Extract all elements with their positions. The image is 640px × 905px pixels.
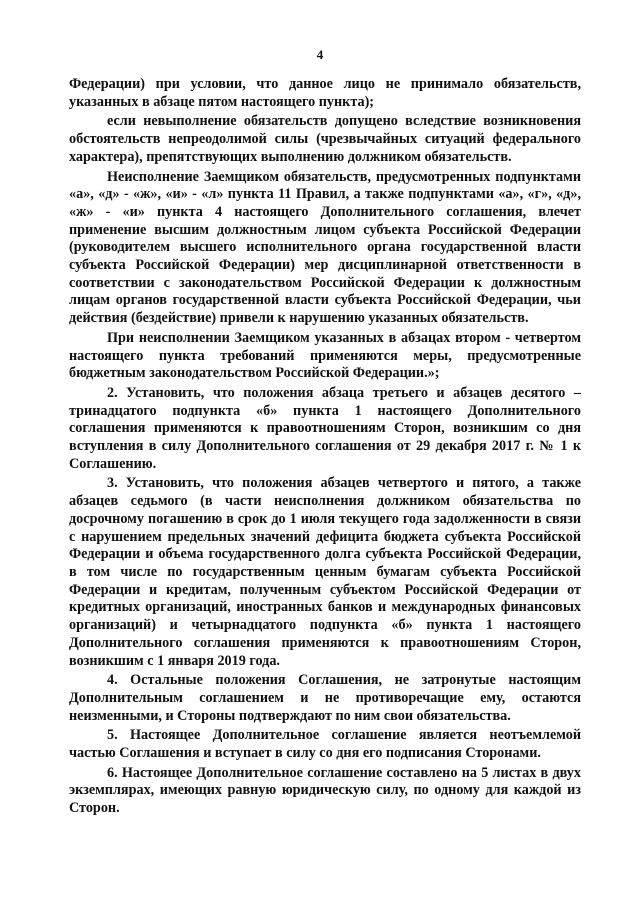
paragraph-disciplinary-measures: Неисполнение Заемщиком обязательств, предусмотренных подпунктами «а», «д» - «ж», «и» - «л» пункта 11 Правил, а также подпунктами «а», «г», «д», «ж» - «и» пункта 4 настоящего Дополнительного соглашения, влечет применение высшим должностным лицом субъекта Российской Федерации (руководителем высшего исполнительного органа государственной власти субъекта Российской Федерации) мер дисциплинарной ответственности в соответствии с законодательством Российской Федерации к должностным лицам органов государственной власти субъекта Российской Федерации, чьи действия (бездействие) привели к нарушению указанных обязательств.: [69, 168, 581, 327]
paragraph-item-5: 5. Настоящее Дополнительное соглашение является неотъемлемой частью Соглашения и вступает в силу со дня его подписания Сторонами.: [69, 727, 581, 762]
paragraph-budget-measures: При неисполнении Заемщиком указанных в абзацах втором - четвертом настоящего пункта требований применяются меры, предусмотренные бюджетным законодательством Российской Федерации.»;: [69, 329, 581, 382]
paragraph-item-3: 3. Установить, что положения абзацев четвертого и пятого, а также абзацев седьмого (в части неисполнения должником обязательства по досрочному погашению в срок до 1 июля текущего года задолженности в связи с нарушением предельных значений дефицита бюджета субъекта Российской Федерации и объема государственного долга субъекта Российской Федерации, в том числе по государственным ценным бумагам субъекта Российской Федерации и кредитам, полученным субъектом Российской Федерации от кредитных организаций, иностранных банков и международных финансовых организаций) и четырнадцатого подпункта «б» пункта 1 настоящего Дополнительного соглашения применяются к правоотношениям Сторон, возникшим с 1 января 2019 года.: [69, 475, 581, 669]
paragraph-item-4: 4. Остальные положения Соглашения, не затронутые настоящим Дополнительным соглашением и не противоречащие ему, остаются неизменными, и Стороны подтверждают по ним свои обязательства.: [69, 672, 581, 724]
paragraph-item-6: 6. Настоящее Дополнительное соглашение составлено на 5 листах в двух экземплярах, имеющих равную юридическую силу, по одному для каждой из Сторон.: [69, 764, 581, 817]
paragraph-force-majeure: если невыполнение обязательств допущено вследствие возникновения обстоятельств непреодолимой силы (чрезвычайных ситуаций федерального характера), препятствующих выполнению должником обязательств.: [69, 113, 581, 165]
paragraph-item-2: 2. Установить, что положения абзаца третьего и абзацев десятого – тринадцатого подпункта «б» пункта 1 настоящего Дополнительного соглашения применяются к правоотношениям Сторон, возникшим со дня вступления в силу Дополнительного соглашения от 29 декабря 2017 г. № 1 к Соглашению.: [69, 384, 581, 472]
document-body: [69, 76, 581, 820]
page-number: 4: [316, 47, 324, 62]
paragraph-continuation: Федерации) при условии, что данное лицо не принимало обязательств, указанных в абзаце пятом настоящего пункта);: [69, 76, 581, 110]
